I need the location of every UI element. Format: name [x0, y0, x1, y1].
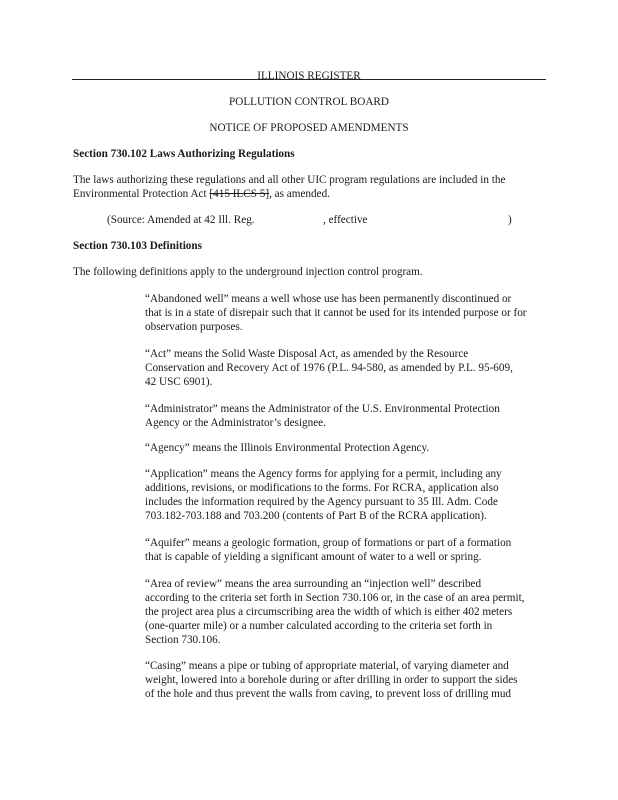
struck-citation: [415 ILCS 5] — [209, 188, 270, 200]
definition-line: “Administrator” means the Administrator of the U.S. Environmental Protection — [145, 403, 500, 415]
section-102-line-2 — [73, 187, 330, 202]
definition-line: (one-quarter mile) or a number calculated according to the criteria set forth in — [145, 620, 493, 632]
definition-line: the project area plus a circumscribing area the width of which is either 402 meters — [145, 606, 513, 618]
source-effective: , effective — [323, 214, 368, 226]
definition-line: weight, lowered into a borehole during or after drilling in order to support the sides — [145, 674, 518, 686]
definition-line: 703.182-703.188 and 703.200 (contents of Part B of the RCRA application). — [145, 510, 487, 522]
notice-title: NOTICE OF PROPOSED AMENDMENTS — [209, 122, 409, 134]
definition-line: that is in a state of disrepair such that it cannot be used for its intended purpose or for — [145, 307, 527, 319]
definition-line: of the hole and thus prevent the walls from caving, to prevent loss of drilling mud — [145, 688, 512, 700]
header-rule — [72, 79, 546, 80]
definition-line: “Abandoned well” means a well whose use has been permanently discontinued or — [145, 293, 512, 305]
section-102-line-2-end: , as amended. — [269, 188, 330, 200]
definition-line: “Area of review” means the area surrounding an “injection well” described — [145, 578, 482, 590]
section-103-heading: Section 730.103 Definitions — [73, 240, 202, 252]
definition-line: “Act” means the Solid Waste Disposal Act, as amended by the Resource — [145, 348, 469, 360]
register-title: ILLINOIS REGISTER — [257, 70, 361, 82]
definition-line: observation purposes. — [145, 321, 243, 333]
definition-line: “Agency” means the Illinois Environmental Protection Agency. — [145, 442, 430, 454]
section-102-line-2-text: Environmental Protection Act — [73, 188, 210, 200]
definition-line: Section 730.106. — [145, 634, 221, 646]
definition-line: Conservation and Recovery Act of 1976 (P.L. 94-580, as amended by P.L. 95-609, — [145, 362, 513, 374]
definition-line: that is capable of yielding a significant amount of water to a well or spring. — [145, 551, 482, 563]
definition-line: 42 USC 6901). — [145, 376, 213, 388]
definition-line: Agency or the Administrator’s designee. — [145, 417, 326, 429]
definition-line: according to the criteria set forth in Section 730.106 or, in the case of an area permit, — [145, 592, 525, 604]
definition-line: “Aquifer” means a geologic formation, group of formations or part of a formation — [145, 537, 512, 549]
section-102-line-1: The laws authorizing these regulations and all other UIC program regulations are included in the — [73, 174, 506, 186]
source-note: (Source: Amended at 42 Ill. Reg. — [107, 214, 255, 226]
definition-line: includes the information required by the Agency pursuant to 35 Ill. Adm. Code — [145, 496, 498, 508]
source-close: ) — [508, 214, 512, 226]
section-102-heading: Section 730.102 Laws Authorizing Regulations — [73, 148, 295, 160]
board-title: POLLUTION CONTROL BOARD — [229, 96, 389, 108]
definition-line: “Application” means the Agency forms for applying for a permit, including any — [145, 468, 502, 480]
section-103-intro: The following definitions apply to the underground injection control program. — [73, 266, 423, 278]
definition-line: “Casing” means a pipe or tubing of appropriate material, of varying diameter and — [145, 660, 509, 672]
definition-line: additions, revisions, or modifications to the forms. For RCRA, application also — [145, 482, 499, 494]
